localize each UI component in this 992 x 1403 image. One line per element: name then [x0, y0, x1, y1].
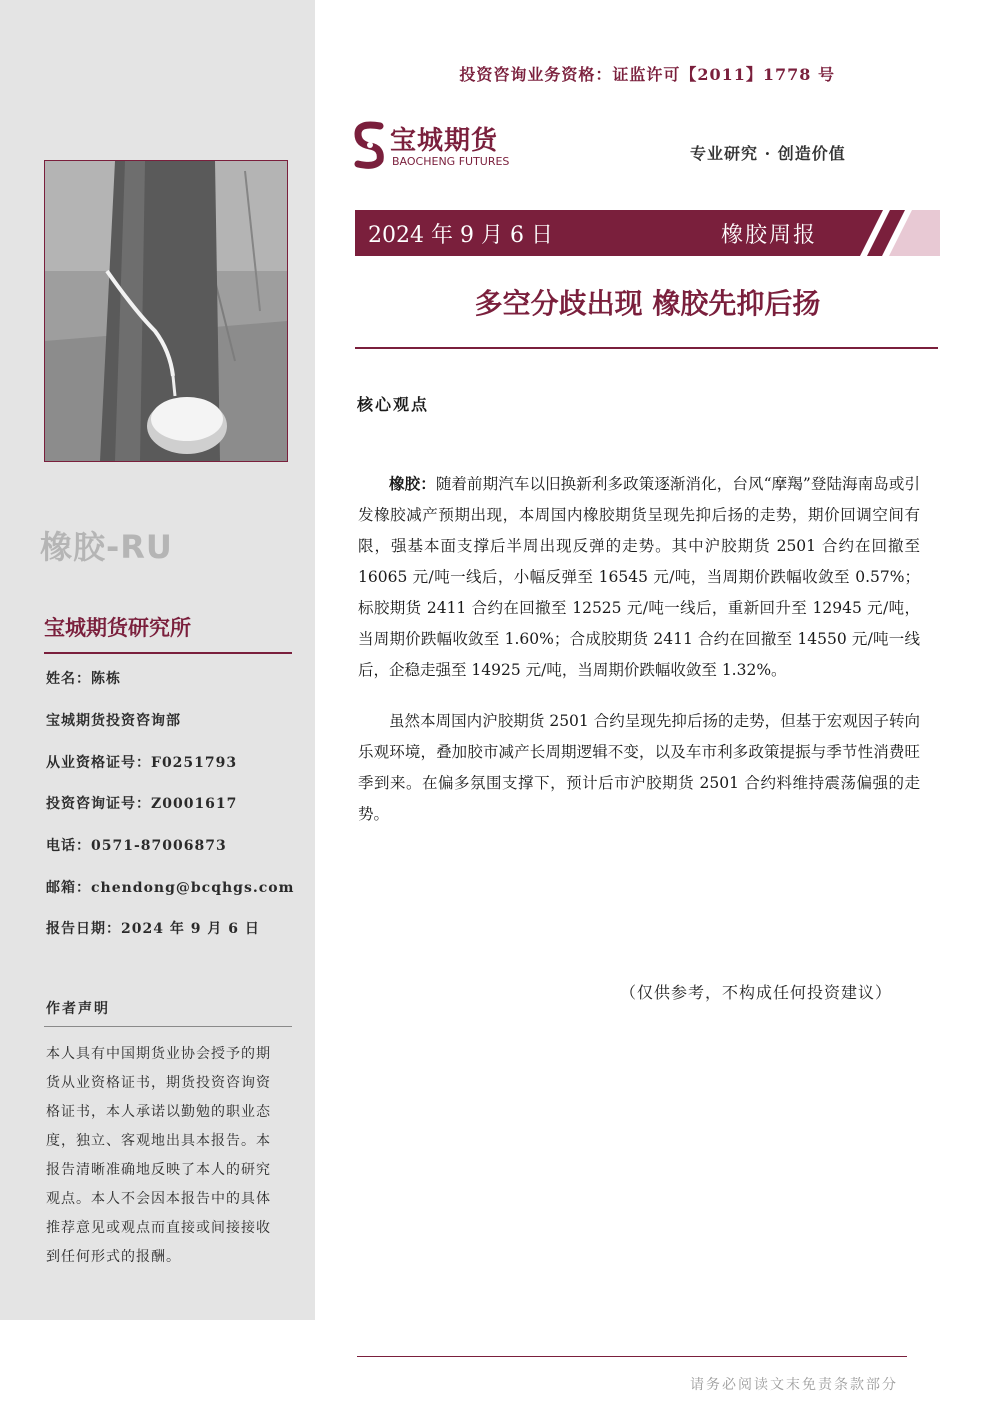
logo-english-name: BAOCHENG FUTURES	[392, 155, 510, 168]
qualification-number: 从业资格证号：F0251793	[46, 755, 238, 771]
analyst-name: 姓名：陈栋	[46, 671, 121, 687]
report-headline: 多空分歧出现 橡胶先抑后扬	[474, 287, 821, 320]
license-line: 投资咨询业务资格：证监许可【2011】1778 号	[459, 65, 835, 84]
banner-report-type: 橡胶周报	[721, 223, 818, 248]
banner-date: 2024 年 9 月 6 日	[368, 223, 553, 248]
paragraph-lead: 橡胶：	[389, 474, 436, 493]
report-banner	[355, 210, 940, 256]
product-code: 橡胶-RU	[40, 528, 173, 566]
paragraph-rubber-text: 随着前期汽车以旧换新利多政策逐渐消化，台风“摩羯”登陆海南岛或引发橡胶减产预期出现，本周国内橡胶期货呈现先抑后扬的走势，期价回调空间有限，强基本面支撑后半周出现反弹的走势。其中沪胶期货 2501 合约在回撤至 16065 元/吨一线后，小幅反弹至 16545 元/吨，当周期价跌幅收敛至 0.57%；标胶期货 2411 合约在回撤至 12525 元/吨一线后，重新回升至 12945 元/吨，当周期价跌幅收敛至 1.60%；合成胶期货 2411 合约在回撤至 14550 元/吨一线后，企稳走强至 14925 元/吨，当周期价跌幅收敛至 1.32%。	[358, 475, 920, 679]
paragraph-rubber	[358, 468, 920, 686]
rubber-tapping-photo	[44, 160, 288, 462]
paragraph-outlook: 虽然本周国内沪胶期货 2501 合约呈现先抑后扬的走势，但基于宏观因子转向乐观环境，叠加胶市减产长周期逻辑不变，以及车市利多政策提振与季节性消费旺季到来。在偏多氛围支撑下，预计后市沪胶期货 2501 合约料维持震荡偏强的走势。	[358, 712, 920, 823]
email-address: 邮箱：chendong@bcqhgs.com	[46, 880, 295, 896]
institute-divider	[44, 652, 292, 654]
institute-name: 宝城期货研究所	[44, 616, 191, 640]
analyst-dept: 宝城期货投资咨询部	[46, 713, 181, 729]
company-slogan: 专业研究 · 创造价值	[690, 144, 846, 163]
author-statement-divider	[44, 1026, 292, 1027]
footer-note: 请务必阅读文末免责条款部分	[690, 1377, 898, 1393]
sidebar	[0, 0, 315, 1320]
phone-number: 电话：0571-87006873	[46, 838, 227, 854]
advisory-number: 投资咨询证号：Z0001617	[46, 796, 238, 812]
author-statement-title: 作者声明	[46, 1001, 110, 1017]
headline-divider	[355, 347, 938, 349]
author-statement-text: 本人具有中国期货业协会授予的期货从业资格证书，期货投资咨询资格证书，本人承诺以勤勉的职业态度，独立、客观地出具本报告。本报告清晰准确地反映了本人的研究观点。本人不会因本报告中的具体推荐意见或观点而直接或间接接收到任何形式的报酬。	[46, 1046, 271, 1265]
logo-chinese-name: 宝城期货	[390, 126, 499, 156]
logo-s-icon	[350, 120, 388, 170]
footer-divider	[357, 1356, 907, 1357]
report-date: 报告日期：2024 年 9 月 6 日	[46, 921, 260, 937]
disclaimer-note: （仅供参考，不构成任何投资建议）	[620, 983, 893, 1002]
core-view-title: 核心观点	[357, 395, 430, 414]
company-logo	[350, 118, 550, 173]
